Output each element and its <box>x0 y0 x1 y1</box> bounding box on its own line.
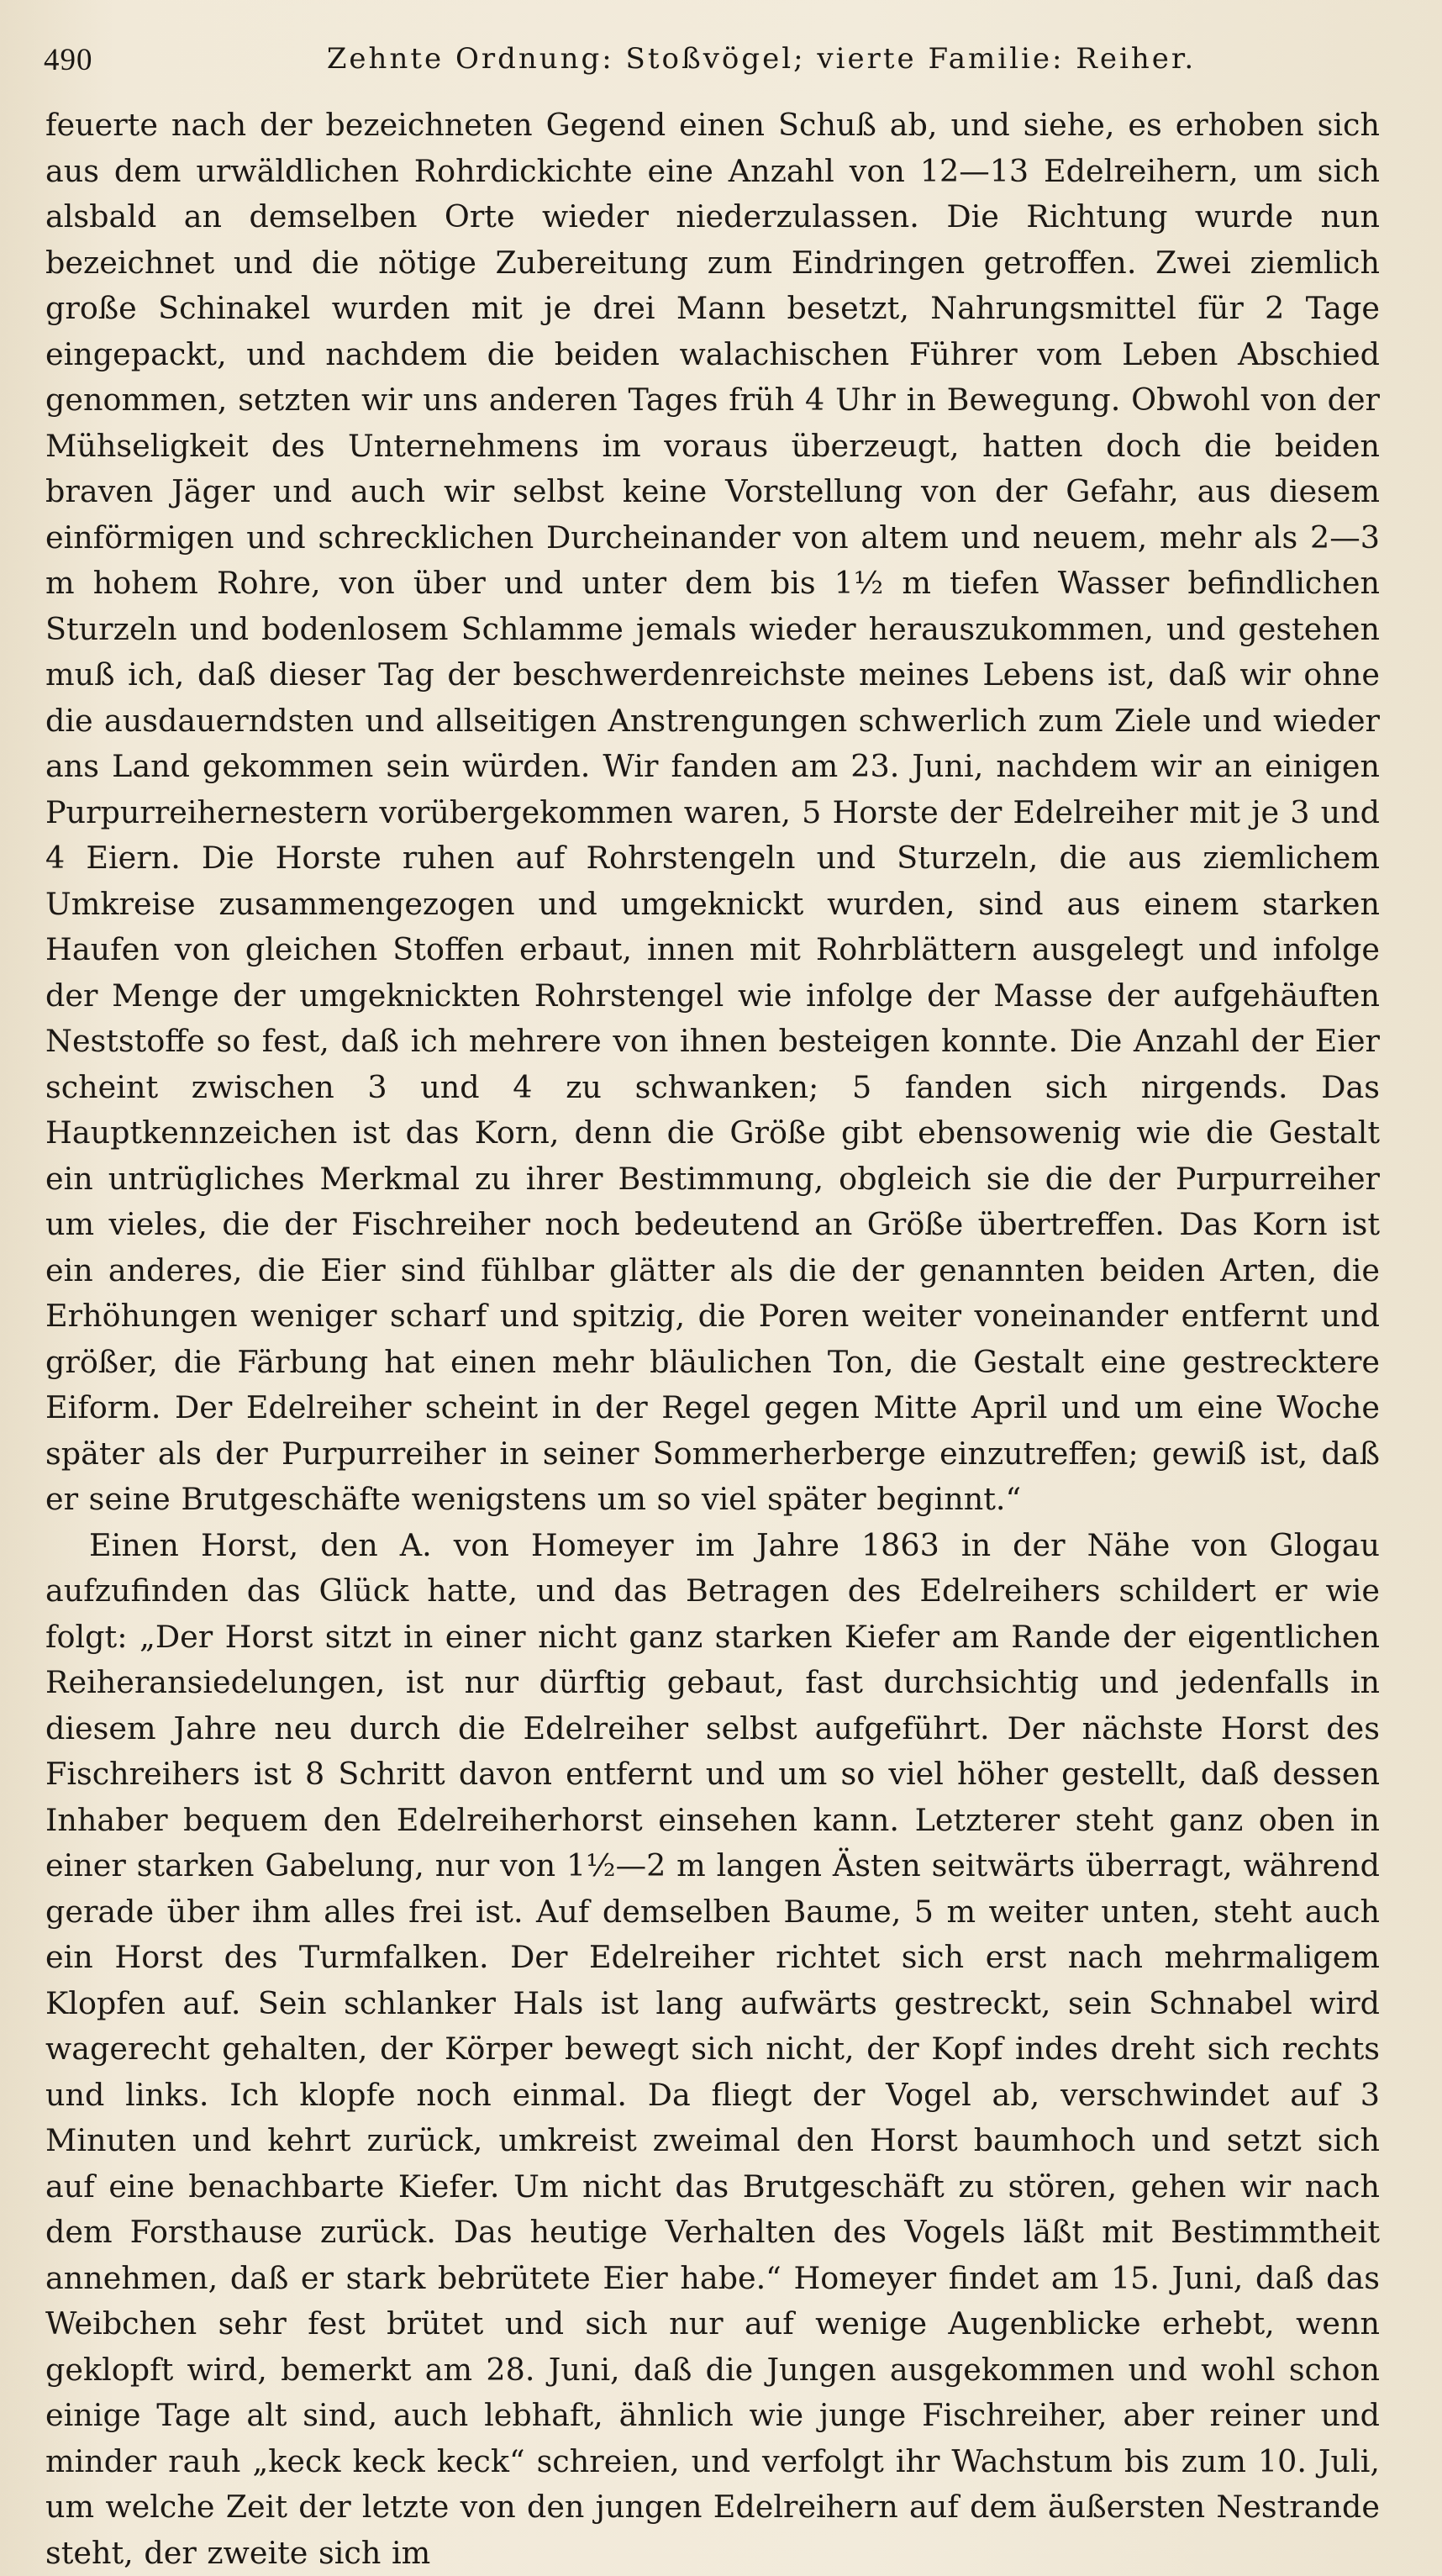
paragraph-homeyer: Einen Horst, den A. von Homeyer im Jahre 1863 in der Nähe von Glogau aufzufinden das Glück hatte, und das Betragen des Edelreihers schildert er wie folgt: „Der Horst sitzt in einer nicht ganz starken Kiefer am Rande der eigentlichen Reiheransiedelungen, ist nur dürftig gebaut, fast durchsichtig und jedenfalls in diesem Jahre neu durch die Edelreiher selbst aufgeführt. Der nächste Horst des Fischreihers ist 8 Schritt davon entfernt und um so viel höher gestellt, daß dessen Inhaber bequem den Edelreiherhorst einsehen kann. Letzterer steht ganz oben in einer starken Gabelung, nur von 1½—2 m langen Ästen seitwärts überragt, während gerade über ihm alles frei ist. Auf demselben Baume, 5 m weiter unten, steht auch ein Horst des Turmfalken. Der Edelreiher richtet sich erst nach mehrmaligem Klopfen auf. Sein schlanker Hals ist lang aufwärts gestreckt, sein Schnabel wird wagerecht gehalten, der Körper bewegt sich nicht, der Kopf indes dreht sich rechts und links. Ich klopfe noch einmal. Da fliegt der Vogel ab, verschwindet auf 3 Minuten und kehrt zurück, umkreist zweimal den Horst baumhoch und setzt sich auf eine benachbarte Kiefer. Um nicht das Brutgeschäft zu stören, gehen wir nach dem Forsthause zurück. Das heutige Verhalten des Vogels läßt mit Bestimmtheit annehmen, daß er stark bebrütete Eier habe.“ Homeyer findet am 15. Juni, daß das Weibchen sehr fest brütet und sich nur auf wenige Augenblicke erhebt, wenn geklopft wird, bemerkt am 28. Juni, daß die Jungen ausgekommen und wohl schon einige Tage alt sind, auch lebhaft, ähnlich wie junge Fischreiher, aber reiner und minder rauh „keck keck keck“ schreien, und verfolgt ihr Wachstum bis zum 10. Juli, um welche Zeit der letzte von den jungen Edelreihern auf dem äußersten Nestrande steht, der zweite sich im <box>45 1523 1380 2576</box>
page-number: 490 <box>44 42 93 78</box>
paragraph-continued: feuerte nach der bezeichneten Gegend einen Schuß ab, und siehe, es erhoben sich aus dem urwäldlichen Rohrdickichte eine Anzahl von 12—13 Edelreihern, um sich alsbald an demselben Orte wieder niederzulassen. Die Richtung wurde nun bezeichnet und die nötige Zubereitung zum Eindringen getroffen. Zwei ziemlich große Schinakel wurden mit je drei Mann besetzt, Nahrungsmittel für 2 Tage eingepackt, und nachdem die beiden walachischen Führer vom Leben Abschied genommen, setzten wir uns anderen Tages früh 4 Uhr in Bewegung. Obwohl von der Mühseligkeit des Unternehmens im voraus überzeugt, hatten doch die beiden braven Jäger und auch wir selbst keine Vorstellung von der Gefahr, aus diesem einförmigen und schrecklichen Durcheinander von altem und neuem, mehr als 2—3 m hohem Rohre, von über und unter dem bis 1½ m tiefen Wasser befindlichen Sturzeln und bodenlosem Schlamme jemals wieder herauszukommen, und gestehen muß ich, daß dieser Tag der beschwerdenreichste meines Lebens ist, daß wir ohne die ausdauerndsten und allseitigen Anstrengungen schwerlich zum Ziele und wieder ans Land gekommen sein würden. Wir fanden am 23. Juni, nachdem wir an einigen Purpurreihernestern vorübergekommen waren, 5 Horste der Edelreiher mit je 3 und 4 Eiern. Die Horste ruhen auf Rohrstengeln und Sturzeln, die aus ziemlichem Umkreise zusammengezogen und umgeknickt wurden, sind aus einem starken Haufen von gleichen Stoffen erbaut, innen mit Rohrblättern ausgelegt und infolge der Menge der umgeknickten Rohrstengel wie infolge der Masse der aufgehäuften Neststoffe so fest, daß ich mehrere von ihnen besteigen konnte. Die Anzahl der Eier scheint zwischen 3 und 4 zu schwanken; 5 fanden sich nirgends. Das Hauptkennzeichen ist das Korn, denn die Größe gibt ebensowenig wie die Gestalt ein untrügliches Merkmal zu ihrer Bestimmung, obgleich sie die der Purpurreiher um vieles, die der Fischreiher noch bedeutend an Größe übertreffen. Das Korn ist ein anderes, die Eier sind fühlbar glätter als die der genannten beiden Arten, die Erhöhungen weniger scharf und spitzig, die Poren weiter voneinander entfernt und größer, die Färbung hat einen mehr bläulichen Ton, die Gestalt eine gestrecktere Eiform. Der Edelreiher scheint in der Regel gegen Mitte April und um eine Woche später als der Purpurreiher in seiner Sommerherberge einzutreffen; gewiß ist, daß er seine Brutgeschäfte wenigstens um so viel später beginnt.“ <box>45 103 1380 1523</box>
running-head-title: Zehnte Ordnung: Stoßvögel; vierte Familie: Reiher. <box>37 42 1385 76</box>
running-head <box>37 37 1385 87</box>
body-text <box>45 103 1380 2576</box>
